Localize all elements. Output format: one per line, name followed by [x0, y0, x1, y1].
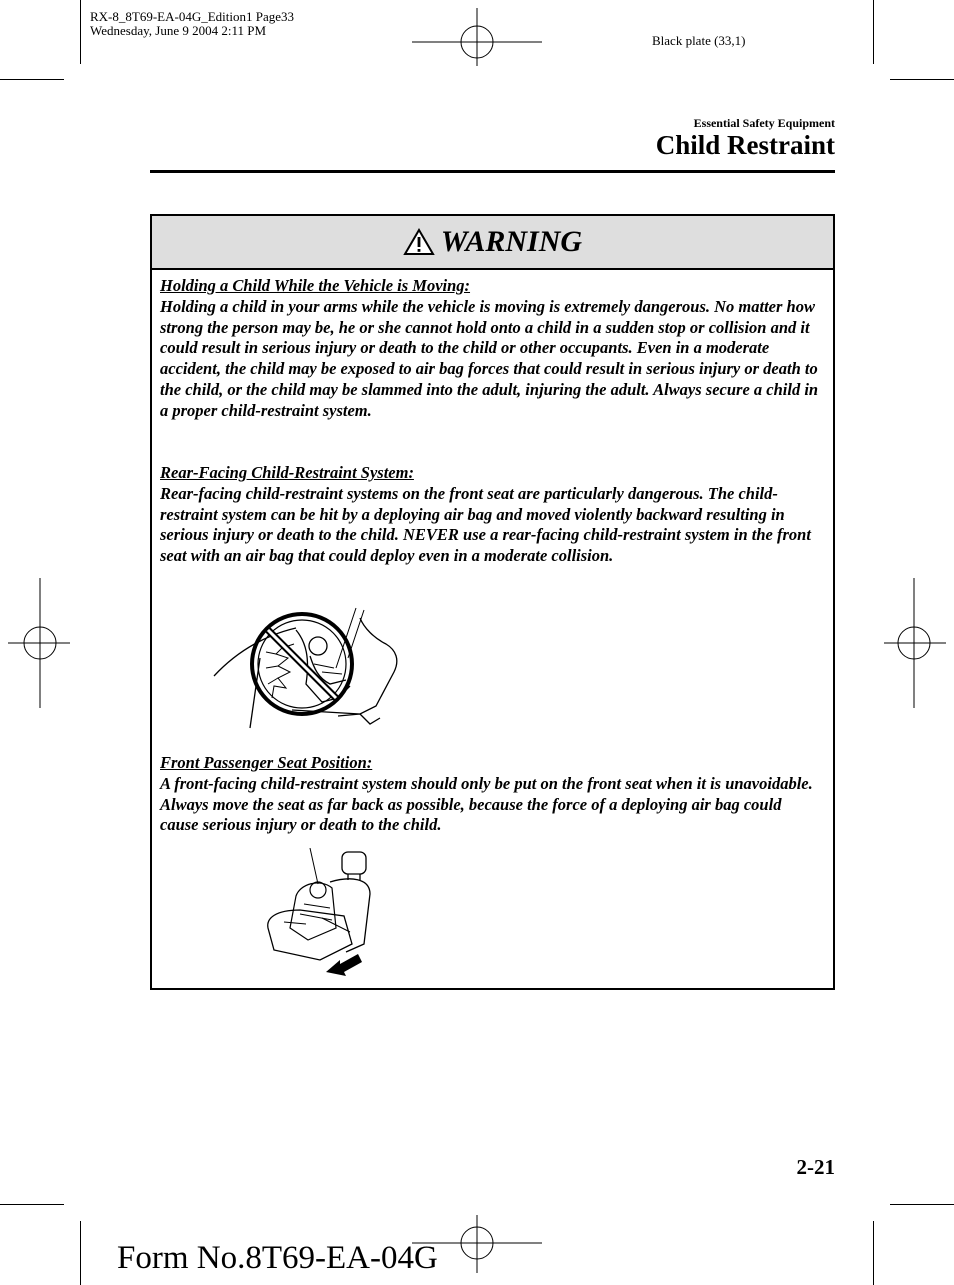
- form-number: Form No.8T69-EA-04G: [117, 1240, 438, 1276]
- section-category: Essential Safety Equipment: [693, 116, 835, 130]
- page-number: 2-21: [796, 1155, 835, 1179]
- crop-mark: [890, 1204, 954, 1205]
- warning-header: [152, 216, 833, 270]
- rear-facing-prohibited-illustration: [210, 598, 410, 730]
- crop-mark: [873, 1221, 874, 1285]
- warning-title: WARNING: [440, 225, 583, 258]
- registration-mark-icon: [412, 4, 542, 68]
- section-body: Rear-facing child-restraint systems on the front seat are particularly dangerous. The child-restraint system can be hit by a deploying air bag and moved violently backward resulting in serious injury or death to the child. NEVER use a rear-facing child-restraint system in the front seat with an air bag that could deploy even in a moderate collision.: [160, 483, 811, 566]
- print-timestamp: Wednesday, June 9 2004 2:11 PM: [90, 23, 267, 38]
- section-heading: Rear-Facing Child-Restraint System:: [160, 463, 414, 482]
- section-body: Holding a child in your arms while the vehicle is moving is extremely dangerous. No matter how strong the person may be, he or she cannot hold onto a child in a sudden stop or collision and it could result in serious injury or death to the child or other occupants. Even in a moderate accident, the child may be exposed to air bag forces that could result in serious injury or death to the child, or the child may be slammed into the adult, injuring the adult. Always secure a child in a proper child-restraint system.: [160, 296, 819, 420]
- crop-mark: [0, 79, 64, 80]
- warning-section-holding-child: [160, 276, 820, 422]
- section-heading: Holding a Child While the Vehicle is Moving:: [160, 276, 471, 295]
- registration-mark-icon: [880, 578, 950, 708]
- section-heading: Front Passenger Seat Position:: [160, 753, 373, 772]
- warning-section-rear-facing: [160, 463, 820, 567]
- crop-mark: [890, 79, 954, 80]
- page-title: Child Restraint: [655, 130, 835, 160]
- section-body: A front-facing child-restraint system should only be put on the front seat when it is unavoidable. Always move the seat as far back as possible, because the force of a deploying air bag could cause serious injury or death to the child.: [160, 773, 813, 835]
- front-facing-seat-illustration: [260, 848, 376, 978]
- crop-mark: [0, 1204, 64, 1205]
- crop-mark: [873, 0, 874, 64]
- registration-mark-icon: [4, 578, 74, 708]
- crop-mark: [80, 0, 81, 64]
- warning-triangle-icon: [403, 228, 435, 256]
- warning-box: [150, 214, 835, 990]
- crop-mark: [80, 1221, 81, 1285]
- header-rule: [150, 170, 835, 173]
- plate-label: Black plate (33,1): [652, 33, 746, 48]
- warning-section-front-passenger: [160, 753, 820, 836]
- print-job-line: RX-8_8T69-EA-04G_Edition1 Page33: [90, 9, 295, 24]
